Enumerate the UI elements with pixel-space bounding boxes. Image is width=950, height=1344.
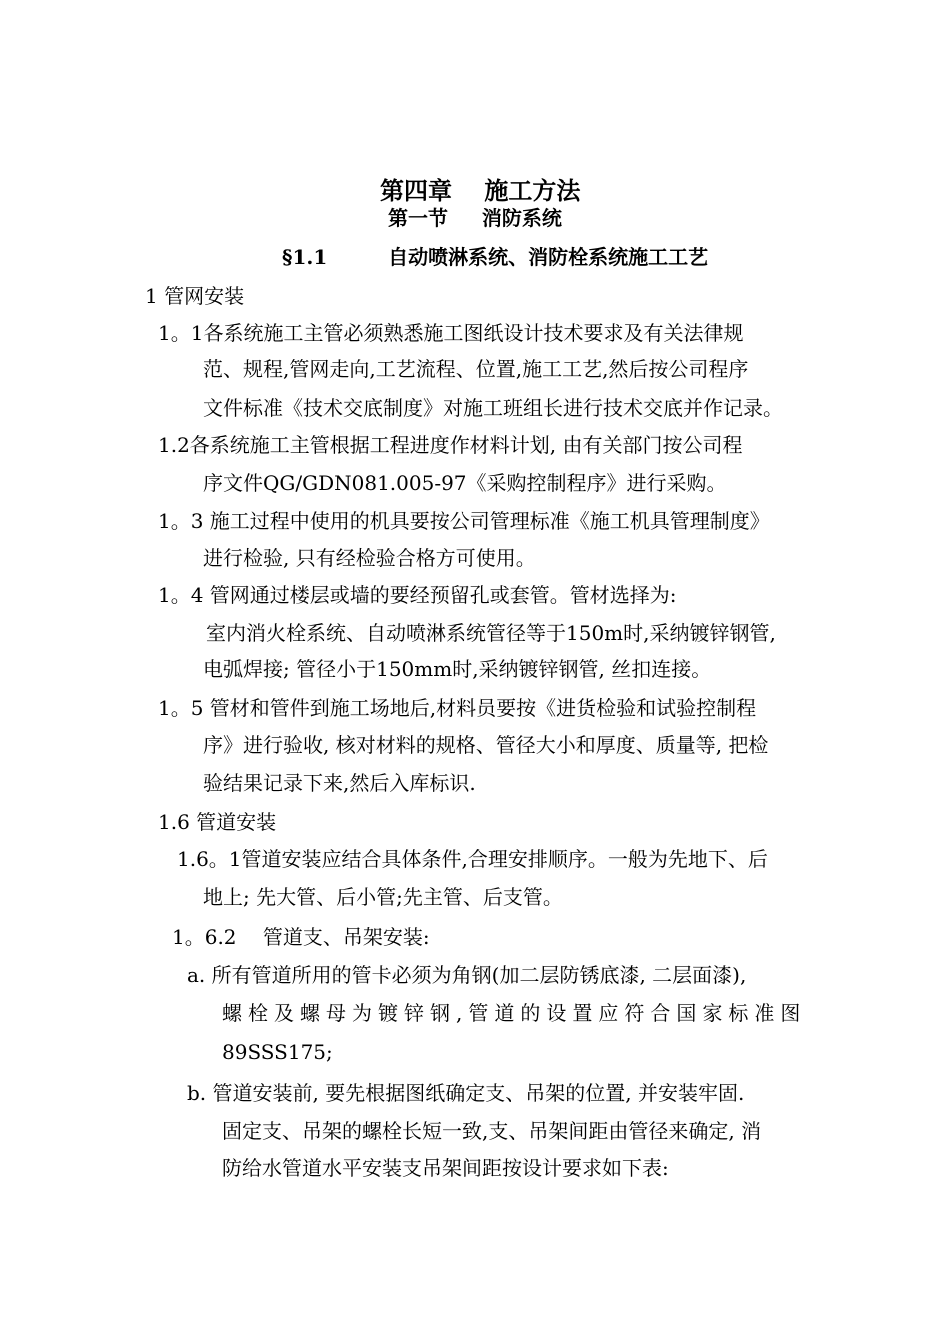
heading-pipe-network: 1 管网安装 xyxy=(145,284,245,308)
paragraph-line: 1。5 管材和管件到施工场地后,材料员要按《进货检验和试验控制程 xyxy=(158,696,757,720)
section-title: 第一节 消防系统 xyxy=(388,206,562,230)
paragraph-line: 序文件QG/GDN081.005-97《采购控制程序》进行采购。 xyxy=(203,471,727,495)
paragraph-line: a. 所有管道所用的管卡必须为角钢(加二层防锈底漆, 二层面漆), xyxy=(187,963,747,987)
paragraph-line: 1。3 施工过程中使用的机具要按公司管理标准《施工机具管理制度》 xyxy=(158,509,770,533)
paragraph-line: 1。6.2 管道支、吊架安装: xyxy=(172,925,430,949)
paragraph-line: 文件标准《技术交底制度》对施工班组长进行技术交底并作记录。 xyxy=(203,396,783,420)
paragraph-line: 防给水管道水平安装支吊架间距按设计要求如下表: xyxy=(222,1156,669,1180)
paragraph-line: b. 管道安装前, 要先根据图纸确定支、吊架的位置, 并安装牢固. xyxy=(187,1081,745,1105)
paragraph-line: 进行检验, 只有经检验合格方可使用。 xyxy=(203,546,536,570)
paragraph-line: 1。1各系统施工主管必须熟悉施工图纸设计技术要求及有关法律规 xyxy=(158,321,744,345)
paragraph-line: 室内消火栓系统、自动喷淋系统管径等于150m时,采纳镀锌钢管, xyxy=(206,621,776,645)
paragraph-line: 螺栓及螺母为镀锌钢,管道的设置应符合国家标准图 xyxy=(222,1001,807,1025)
paragraph-line: 89SSS175; xyxy=(222,1040,333,1064)
paragraph-line: 1.6。1管道安装应结合具体条件,合理安排顺序。一般为先地下、后 xyxy=(177,847,768,871)
paragraph-line: 范、规程,管网走向,工艺流程、位置,施工工艺,然后按公司程序 xyxy=(203,357,749,381)
paragraph-line: 序》进行验收, 核对材料的规格、管径大小和厚度、质量等, 把检 xyxy=(203,733,769,757)
paragraph-line: 电弧焊接; 管径小于150mm时,采纳镀锌钢管, 丝扣连接。 xyxy=(203,657,712,681)
paragraph-line: 验结果记录下来,然后入库标识. xyxy=(203,771,476,795)
paragraph-line: 1.6 管道安装 xyxy=(158,810,277,834)
subsection-title: §1.1 自动喷淋系统、消防栓系统施工工艺 xyxy=(282,245,709,269)
chapter-title: 第四章 施工方法 xyxy=(380,176,581,205)
paragraph-line: 固定支、吊架的螺栓长短一致,支、吊架间距由管径来确定, 消 xyxy=(222,1119,762,1143)
paragraph-line: 1.2各系统施工主管根据工程进度作材料计划, 由有关部门按公司程 xyxy=(158,433,743,457)
paragraph-line: 地上; 先大管、后小管;先主管、后支管。 xyxy=(203,885,563,909)
paragraph-line: 1。4 管网通过楼层或墙的要经预留孔或套管。管材选择为: xyxy=(158,583,677,607)
